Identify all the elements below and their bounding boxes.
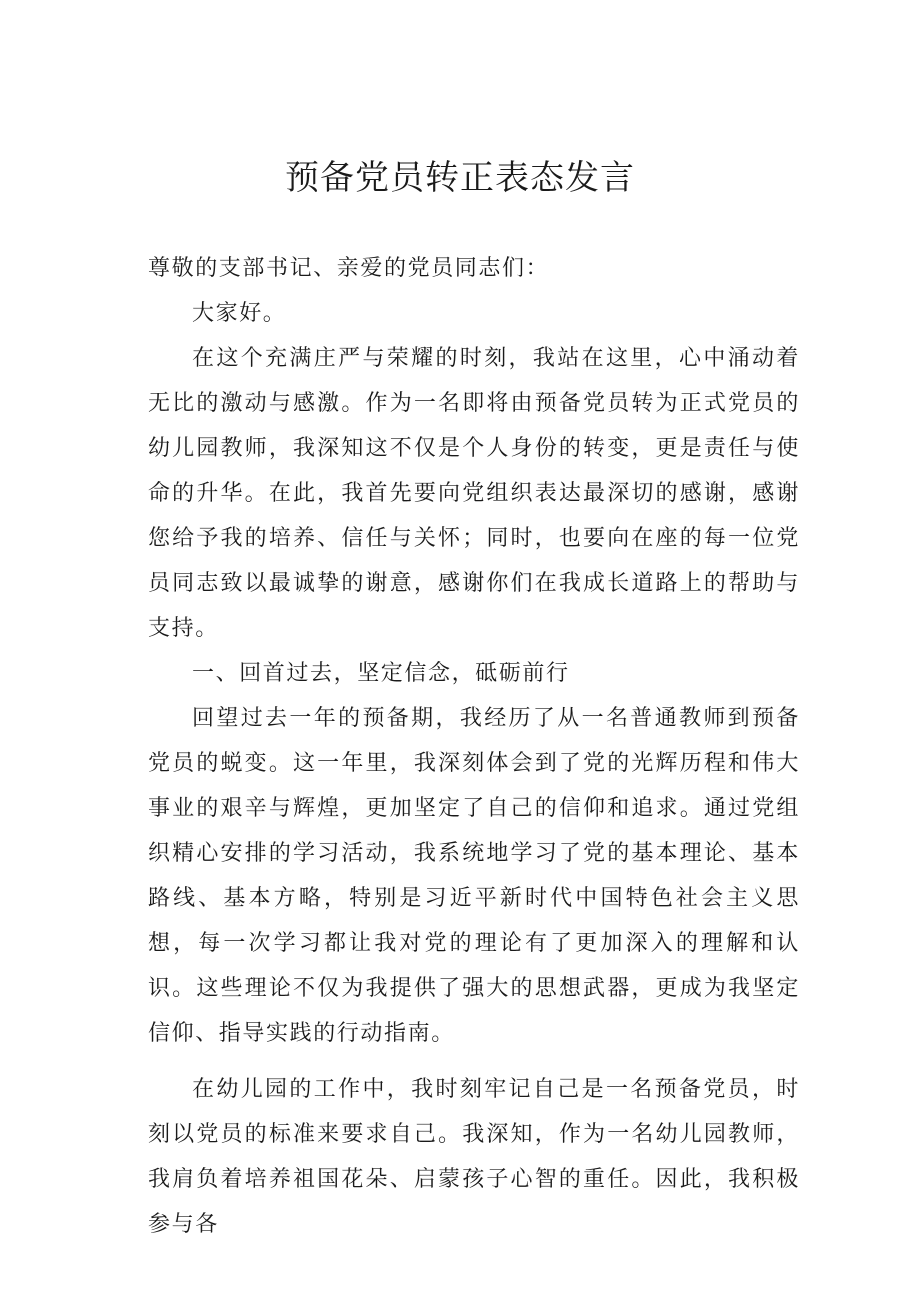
intro-paragraph: 在这个充满庄严与荣耀的时刻，我站在这里，心中涌动着无比的激动与感激。作为一名即将由预备党员转为正式党员的幼儿园教师，我深知这不仅是个人身份的转变，更是责任与使命的升华。在此，我首先要向党组织表达最深切的感谢，感谢您给予我的培养、信任与关怀；同时，也要向在座的每一位党员同志致以最诚挚的谢意，感谢你们在我成长道路上的帮助与支持。 — [148, 346, 800, 641]
section-paragraph: 回望过去一年的预备期，我经历了从一名普通教师到预备党员的蜕变。这一年里，我深刻体会到了党的光辉历程和伟大事业的艰辛与辉煌，更加坚定了自己的信仰和追求。通过党组织精心安排的学习活动，我系统地学习了党的基本理论、基本路线、基本方略，特别是习近平新时代中国特色社会主义思想，每一次学习都让我对党的理论有了更加深入的理解和认识。这些理论不仅为我提供了强大的思想武器，更成为我坚定信仰、指导实践的行动指南。 — [148, 706, 800, 1046]
salutation: 尊敬的支部书记、亲爱的党员同志们： — [148, 256, 550, 281]
greeting: 大家好。 — [192, 301, 287, 326]
section-paragraph: 在幼儿园的工作中，我时刻牢记自己是一名预备党员，时刻以党员的标准来要求自己。我深知，作为一名幼儿园教师，我肩负着培养祖国花朵、启蒙孩子心智的重任。因此，我积极参与各 — [148, 1077, 800, 1237]
document-title: 预备党员转正表态发言 — [285, 158, 635, 198]
section-heading: 一、回首过去，坚定信念，砥砺前行 — [192, 661, 570, 686]
document-body — [148, 246, 800, 1247]
paragraph-gap — [148, 1056, 800, 1067]
